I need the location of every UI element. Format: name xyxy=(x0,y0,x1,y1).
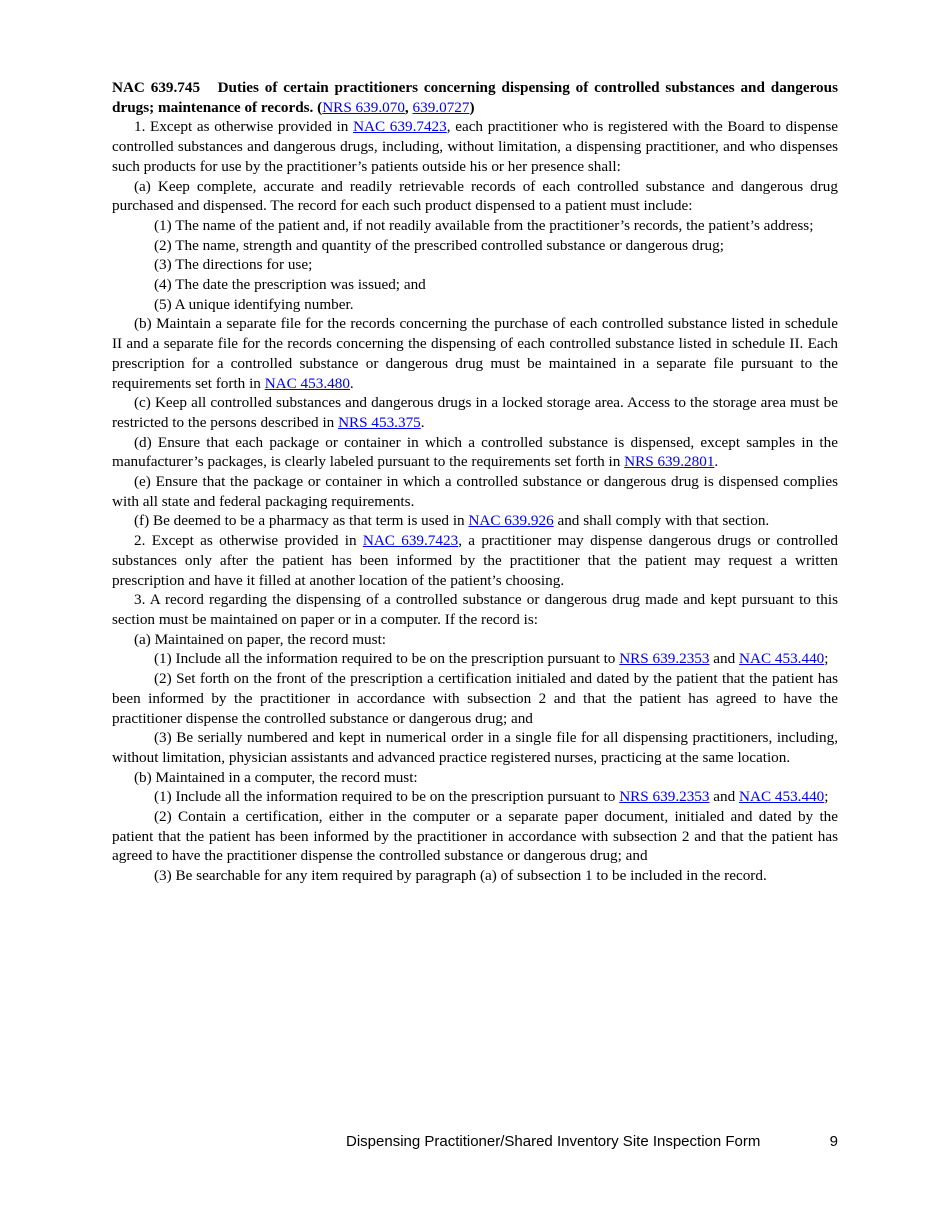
page-number: 9 xyxy=(829,1133,838,1150)
section-number: NAC 639.745 xyxy=(112,79,201,96)
subparagraph-1a1: (1) The name of the patient and, if not readily available from the practitioner’s records, the patient’s address; xyxy=(154,216,814,234)
subparagraph-3b2: (2) Contain a certification, either in the computer or a separate paper document, initialed and dated by the patient that the patient has been informed by the practitioner in accordance with subsection 2 and that the patient has agreed to have the practitioner dispense the controlled substance or dangerous drug; and xyxy=(112,808,838,865)
subsection-2: 2. Except as otherwise provided in NAC 639.7423, a practitioner may dispense dangerous drugs or controlled substances only after the patient has been informed by the practitioner that the patient may request a written prescription and have it filled at another location of the patient’s choosing. xyxy=(112,532,838,589)
section-title: Duties of certain practitioners concerning dispensing of controlled substances and dangerous drugs; maintenance of records. xyxy=(112,79,839,116)
subparagraph-3b3: (3) Be searchable for any item required by paragraph (a) of subsection 1 to be included in the record. xyxy=(154,867,767,885)
link-nac-453-440-2[interactable]: NAC 453.440 xyxy=(739,788,825,806)
subparagraph-1a2: (2) The name, strength and quantity of the prescribed controlled substance or dangerous drug; xyxy=(154,236,724,254)
link-nrs-639-2801[interactable]: NRS 639.2801 xyxy=(624,453,715,471)
document-body xyxy=(112,78,838,886)
subparagraph-1a4: (4) The date the prescription was issued; and xyxy=(154,276,426,294)
subparagraph-3a1: (1) Include all the information required to be on the prescription pursuant to NRS 639.2353 and NAC 453.440; xyxy=(154,650,829,668)
subparagraph-1a3: (3) The directions for use; xyxy=(154,256,313,274)
authority-link-639-0727[interactable]: 639.0727 xyxy=(412,98,470,116)
authority-link-nrs-639-070[interactable]: NRS 639.070 xyxy=(322,98,405,116)
subparagraph-3a2: (2) Set forth on the front of the prescription a certification initialed and dated by the patient that the patient has been informed by the practitioner in accordance with subsection 2 and that the patient has agreed to have the practitioner dispense the controlled substance or dangerous drug; and xyxy=(112,670,838,727)
subsection-1: 1. Except as otherwise provided in NAC 639.7423, each practitioner who is registered with the Board to dispense controlled substances and dangerous drugs, including, without limitation, a dispensing practitioner, and who dispenses such products for use by the practitioner’s patients outside his or her presence shall: xyxy=(112,118,838,175)
subsection-3: 3. A record regarding the dispensing of a controlled substance or dangerous drug made and kept pursuant to this section must be maintained on paper or in a computer. If the record is: xyxy=(112,591,838,628)
subparagraph-3b1: (1) Include all the information required to be on the prescription pursuant to NRS 639.2353 and NAC 453.440; xyxy=(154,788,829,806)
footer-title: Dispensing Practitioner/Shared Inventory Site Inspection Form xyxy=(346,1133,761,1150)
paragraph-3b: (b) Maintained in a computer, the record must: xyxy=(134,768,418,786)
section-heading: NAC 639.745 Duties of certain practitioners concerning dispensing of controlled substances and dangerous drugs; maintenance of records. (NRS 639.070, 639.0727) xyxy=(112,79,839,116)
paragraph-1e: (e) Ensure that the package or container in which a controlled substance or dangerous drug is dispensed complies with all state and federal packaging requirements. xyxy=(112,473,838,510)
link-nac-639-7423-2[interactable]: NAC 639.7423 xyxy=(362,532,459,550)
paragraph-1c: (c) Keep all controlled substances and dangerous drugs in a locked storage area. Access to the storage area must be restricted to the persons described in NRS 453.375. xyxy=(112,394,838,431)
paragraph-1f: (f) Be deemed to be a pharmacy as that term is used in NAC 639.926 and shall comply with that section. xyxy=(134,512,770,530)
link-nac-639-7423[interactable]: NAC 639.7423 xyxy=(353,118,447,136)
link-nrs-639-2353[interactable]: NRS 639.2353 xyxy=(619,650,710,668)
paragraph-1d: (d) Ensure that each package or container in which a controlled substance is dispensed, except samples in the manufacturer’s packages, is clearly labeled pursuant to the requirements set forth in NRS 639.2801. xyxy=(112,433,838,471)
paragraph-1a: (a) Keep complete, accurate and readily retrievable records of each controlled substance and dangerous drug purchased and dispensed. The record for each such product dispensed to a patient must include: xyxy=(112,177,838,215)
link-nac-453-480[interactable]: NAC 453.480 xyxy=(264,374,350,392)
link-nac-453-440[interactable]: NAC 453.440 xyxy=(739,650,825,668)
link-nac-639-926[interactable]: NAC 639.926 xyxy=(468,512,554,530)
paragraph-3a: (a) Maintained on paper, the record must: xyxy=(134,630,387,648)
paragraph-1b: (b) Maintain a separate file for the records concerning the purchase of each controlled substance listed in schedule II and a separate file for the records concerning the dispensing of each controlled substance listed in schedule II. Each prescription for a controlled substance or dangerous drug must be maintained in a separate file pursuant to the requirements set forth in NAC 453.480. xyxy=(112,315,838,392)
subparagraph-3a3: (3) Be serially numbered and kept in numerical order in a single file for all dispensing practitioners, including, without limitation, physician assistants and advanced practice registered nurses, practicing at the same location. xyxy=(112,729,838,766)
link-nrs-639-2353-2[interactable]: NRS 639.2353 xyxy=(619,788,710,806)
subparagraph-1a5: (5) A unique identifying number. xyxy=(154,295,354,313)
link-nrs-453-375[interactable]: NRS 453.375 xyxy=(338,413,421,431)
